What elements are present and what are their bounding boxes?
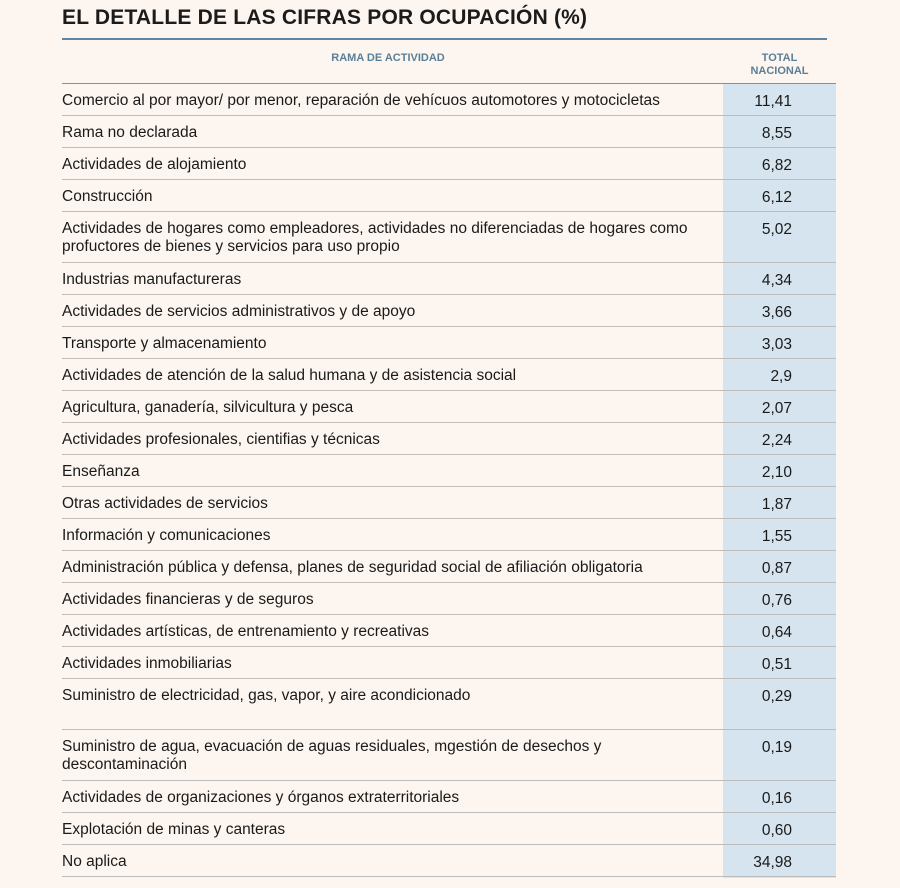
row-value: 0,29 [761, 688, 792, 705]
row-label: Suministro de electricidad, gas, vapor, y aire acondicionado [62, 687, 471, 704]
table-row [62, 519, 836, 551]
row-label: Rama no declarada [62, 124, 198, 141]
table-row [62, 647, 836, 679]
title-divider [62, 38, 827, 40]
row-label: Actividades financieras y de seguros [62, 591, 314, 608]
row-value: 6,12 [761, 189, 792, 206]
row-label: No aplica [62, 853, 127, 870]
occupation-table [62, 84, 836, 877]
row-value: 34,98 [753, 854, 792, 871]
row-value: 3,03 [761, 336, 792, 353]
row-label: Actividades de organizaciones y órganos extraterritoriales [62, 789, 460, 806]
table-row [62, 359, 836, 391]
row-value: 1,55 [761, 528, 792, 545]
table-row [62, 845, 836, 877]
table-row [62, 455, 836, 487]
table-row [62, 327, 836, 359]
row-label: Agricultura, ganadería, silvicultura y pesca [62, 399, 354, 416]
row-value: 2,10 [761, 464, 792, 481]
table-row [62, 148, 836, 180]
table-row [62, 84, 836, 116]
column-header-rama: RAMA DE ACTIVIDAD [331, 52, 445, 64]
table-row [62, 423, 836, 455]
table-row [62, 615, 836, 647]
table-row [62, 180, 836, 212]
row-value: 0,87 [761, 560, 792, 577]
row-label: Actividades de hogares como empleadores, actividades no diferenciadas de hogares como profuctores de bienes y servicios para uso propio [62, 220, 688, 255]
row-value: 8,55 [761, 125, 792, 142]
row-value: 0,60 [761, 822, 792, 839]
column-header-total-line2: NACIONAL [750, 65, 809, 77]
row-label: Comercio al por mayor/ por menor, reparación de vehícuos automotores y motocicletas [62, 92, 660, 109]
table-row [62, 781, 836, 813]
table-row [62, 551, 836, 583]
column-header-total-line1: TOTAL [761, 52, 798, 64]
row-value: 0,76 [761, 592, 792, 609]
page-title: EL DETALLE DE LAS CIFRAS POR OCUPACIÓN (%) [62, 6, 588, 29]
row-value: 3,66 [761, 304, 792, 321]
row-value: 2,24 [761, 432, 792, 449]
table-row [62, 263, 836, 295]
table-row [62, 583, 836, 615]
row-value: 5,02 [761, 221, 792, 238]
row-value: 6,82 [761, 157, 792, 174]
row-label: Transporte y almacenamiento [62, 335, 267, 352]
table-row [62, 679, 836, 730]
row-value: 4,34 [761, 272, 792, 289]
row-label: Industrias manufactureras [62, 271, 242, 288]
row-value: 2,9 [770, 368, 792, 385]
row-label: Información y comunicaciones [62, 527, 271, 544]
row-label: Actividades inmobiliarias [62, 655, 232, 672]
row-value: 0,16 [761, 790, 792, 807]
row-label: Actividades artísticas, de entrenamiento y recreativas [62, 623, 430, 640]
row-value: 2,07 [761, 400, 792, 417]
table-row [62, 730, 836, 781]
row-label: Actividades de alojamiento [62, 156, 247, 173]
row-value: 0,64 [761, 624, 792, 641]
table-row [62, 212, 836, 263]
row-label: Actividades de atención de la salud humana y de asistencia social [62, 367, 517, 384]
row-label: Suministro de agua, evacuación de aguas residuales, mgestión de desechos y descontaminación [62, 738, 602, 773]
table-row [62, 487, 836, 519]
table-row [62, 813, 836, 845]
row-label: Construcción [62, 188, 153, 205]
column-header-total [723, 52, 836, 78]
row-value: 0,19 [761, 739, 792, 756]
row-value: 0,51 [761, 656, 792, 673]
row-label: Enseñanza [62, 463, 140, 480]
row-label: Actividades de servicios administrativos y de apoyo [62, 303, 416, 320]
row-value: 1,87 [761, 496, 792, 513]
row-value: 11,41 [754, 93, 792, 110]
table-row [62, 391, 836, 423]
row-label: Actividades profesionales, cientifias y técnicas [62, 431, 380, 448]
row-label: Otras actividades de servicios [62, 495, 268, 512]
row-label: Administración pública y defensa, planes de seguridad social de afiliación obligatoria [62, 559, 643, 576]
table-row [62, 116, 836, 148]
row-label: Explotación de minas y canteras [62, 821, 286, 838]
table-row [62, 295, 836, 327]
